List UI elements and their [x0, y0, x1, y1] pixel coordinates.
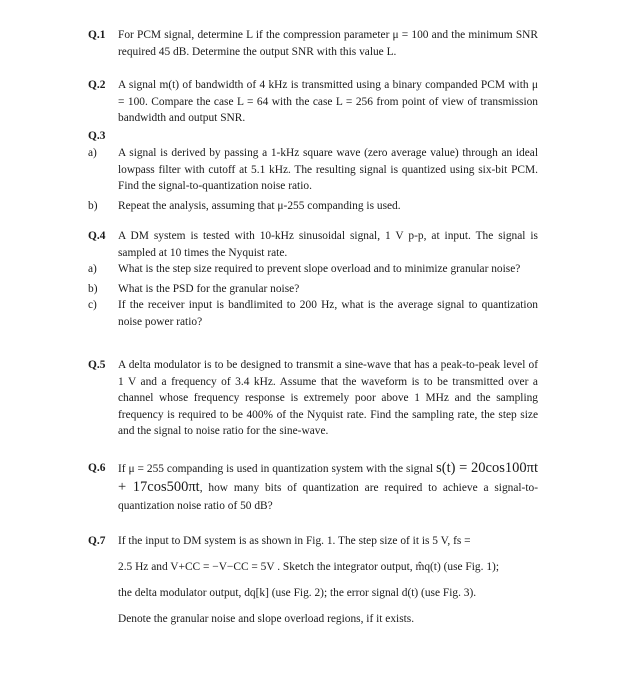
question-number: Q.6: [88, 462, 106, 474]
part-text: A signal is derived by passing a 1-kHz square wave (zero average value) through an ideal lowpass filter with cutoff at 5.1 kHz. The resulting signal is quantized using six-bit PCM. Find the signal-to-quantization noise ratio.: [118, 147, 538, 193]
question-2: [88, 77, 538, 127]
part-text: If the receiver input is bandlimited to 200 Hz, what is the average signal to quantization noise power ratio?: [118, 299, 538, 328]
question-number: Q.3: [88, 130, 106, 142]
part-label: b): [88, 199, 98, 212]
question-text: For PCM signal, determine L if the compression parameter μ = 100 and the minimum SNR required 45 dB. Determine the output SNR with this value L.: [118, 29, 538, 58]
question-text-part-a: If μ = 255 companding is used in quantization system with the signal: [118, 463, 434, 475]
question-number: Q.1: [88, 29, 106, 41]
part-label: b): [88, 282, 98, 295]
question-number: Q.2: [88, 79, 106, 91]
question-line-1: If the input to DM system is as shown in Fig. 1. The step size of it is 5 V, fs =: [118, 535, 471, 547]
question-line-4: Denote the granular noise and slope overload regions, if it exists.: [118, 613, 415, 625]
part-text: What is the PSD for the granular noise?: [118, 282, 300, 295]
question-number: Q.4: [88, 230, 106, 242]
part-label: a): [88, 263, 97, 276]
question-line-2: 2.5 Hz and V+CC = −V−CC = 5V . Sketch the integrator output, m̂q(t) (use Fig. 1);: [118, 561, 499, 573]
part-text: What is the step size required to prevent slope overload and to minimize granular noise?: [118, 263, 521, 276]
question-1: [88, 27, 538, 60]
question-text: A signal m(t) of bandwidth of 4 kHz is transmitted using a binary companded PCM with μ = 100. Compare the case L = 64 with the case L = 256 from point of view of transmission bandwidth and output SNR.: [118, 79, 538, 125]
part-text: Repeat the analysis, assuming that μ-255 companding is used.: [118, 199, 401, 212]
question-text: A delta modulator is to be designed to transmit a sine-wave that has a peak-to-peak level of 1 V and a frequency of 3.4 kHz. Assume that the waveform is to be transmitted over a channel whose frequency response is extremely poor above 1 MHz and the sampling frequency is required to be 400% of the Nyquist rate. Find the sampling rate, the step size and the signal to noise ratio for the sine-wave.: [118, 359, 538, 438]
question-5: [88, 357, 538, 440]
question-7: [88, 528, 538, 632]
part-label: a): [88, 147, 97, 159]
question-text: [118, 459, 538, 515]
question-text: [118, 528, 538, 632]
question-4: [88, 228, 538, 331]
question-number: Q.5: [88, 359, 106, 371]
question-6: [88, 459, 538, 515]
question-text: A DM system is tested with 10-kHz sinusoidal signal, 1 V p-p, at input. The signal is sampled at 10 times the Nyquist rate.: [118, 230, 538, 259]
part-label: c): [88, 299, 97, 312]
question-3: [88, 128, 538, 214]
question-line-3: the delta modulator output, dq[k] (use Fig. 2); the error signal d(t) (use Fig. 3).: [118, 587, 477, 599]
signal-formula: s(t) = 20cos100πt + 17cos500πt: [118, 460, 538, 495]
question-text-part-b: , how many bits of quantization are required to achieve a signal-to-quantization noise ratio of 50 dB?: [118, 482, 539, 512]
question-number: Q.7: [88, 535, 106, 547]
